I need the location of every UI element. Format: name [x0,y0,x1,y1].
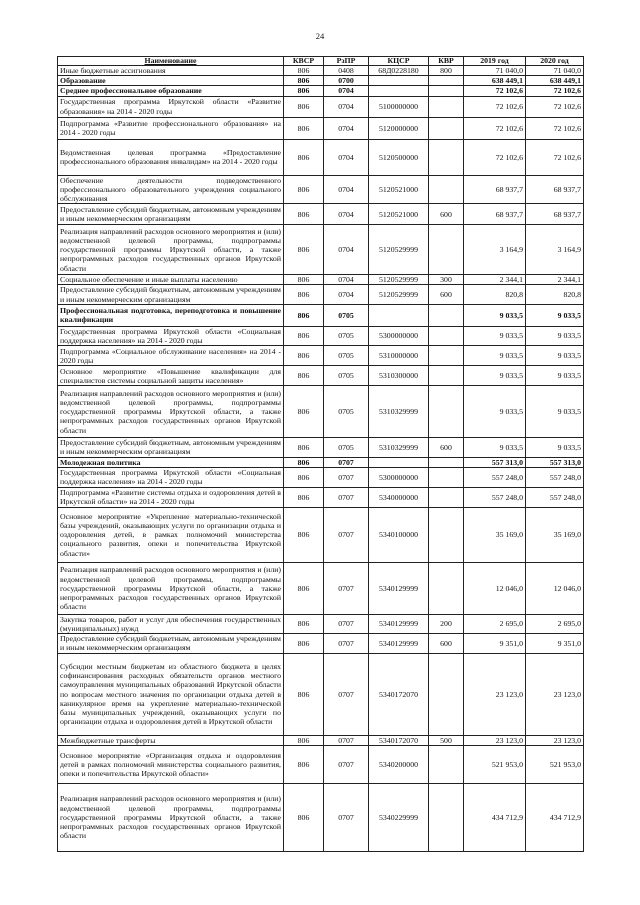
row-amount-2020-cell: 9 033,5 [526,346,584,366]
row-kvr-cell [429,346,464,366]
table-row [58,86,584,96]
row-amount-2019-cell: 72 102,6 [464,139,526,175]
row-name-cell: Образование [58,76,284,86]
header-name: Наименование [58,57,284,66]
row-rzpr-cell: 0704 [324,175,369,204]
row-kvr-cell [429,507,464,562]
row-rzpr-cell: 0707 [324,745,369,783]
row-kcsr-cell: 5120529999 [369,285,429,304]
row-amount-2020-cell: 72 102,6 [526,117,584,139]
row-kvsr-cell: 806 [284,304,324,326]
row-name-cell: Предоставление субсидий бюджетным, автономным учреждениям и иным некоммерческим организациям [58,438,284,457]
row-amount-2019-cell: 72 102,6 [464,86,526,96]
row-rzpr-cell: 0707 [324,783,369,851]
row-kvsr-cell: 806 [284,634,324,653]
row-kvsr-cell: 806 [284,117,324,139]
row-rzpr-cell: 0704 [324,225,369,275]
table-row [58,139,584,175]
row-amount-2020-cell: 23 123,0 [526,735,584,745]
row-amount-2020-cell: 12 046,0 [526,562,584,614]
row-kvsr-cell: 806 [284,175,324,204]
row-amount-2019-cell: 3 164,9 [464,225,526,275]
table-row [58,507,584,562]
row-amount-2020-cell: 638 449,1 [526,76,584,86]
row-name-cell: Обеспечение деятельности подведомственного профессионального образовательного учреждения социального обслуживания [58,175,284,204]
row-kvsr-cell: 806 [284,225,324,275]
row-amount-2019-cell: 557 248,0 [464,487,526,507]
row-name-cell: Предоставление субсидий бюджетным, автономным учреждениям и иным некоммерческим организациям [58,204,284,225]
row-kcsr-cell: 5300000000 [369,467,429,487]
table-row [58,735,584,745]
row-amount-2020-cell: 72 102,6 [526,86,584,96]
table-row [58,96,584,117]
row-kvsr-cell: 806 [284,204,324,225]
row-name-cell: Среднее профессиональное образование [58,86,284,96]
row-amount-2019-cell: 71 040,0 [464,66,526,76]
row-kcsr-cell [369,86,429,96]
row-amount-2020-cell: 557 313,0 [526,457,584,467]
row-amount-2020-cell: 68 937,7 [526,175,584,204]
row-kvsr-cell: 806 [284,275,324,285]
row-amount-2019-cell: 23 123,0 [464,735,526,745]
row-amount-2019-cell: 820,8 [464,285,526,304]
table-row [58,438,584,457]
row-kvr-cell: 500 [429,735,464,745]
row-kvsr-cell: 806 [284,438,324,457]
row-kcsr-cell: 5310300000 [369,366,429,386]
row-amount-2019-cell: 68 937,7 [464,204,526,225]
row-kvsr-cell: 806 [284,562,324,614]
table-row [58,614,584,633]
row-amount-2019-cell: 9 033,5 [464,304,526,326]
row-kvsr-cell: 806 [284,346,324,366]
row-amount-2019-cell: 68 937,7 [464,175,526,204]
row-name-cell: Профессиональная подготовка, переподготовка и повышение квалификации [58,304,284,326]
row-kvr-cell [429,175,464,204]
row-rzpr-cell: 0705 [324,326,369,345]
row-kvsr-cell: 806 [284,467,324,487]
row-kcsr-cell: 5340172070 [369,653,429,735]
row-name-cell: Реализация направлений расходов основного мероприятия и (или) ведомственной целевой программы, подпрограммы государственной программы Иркутской области, а также непрограммных расходов государственных органов Иркутской области [58,225,284,275]
row-rzpr-cell: 0705 [324,386,369,438]
row-amount-2020-cell: 2 695,0 [526,614,584,633]
table-row [58,304,584,326]
row-rzpr-cell: 0705 [324,438,369,457]
row-name-cell: Основное мероприятие «Организация отдыха и оздоровления детей в рамках полномочий министерства социального развития, опеки и попечительства Иркутской области» [58,745,284,783]
table-row [58,76,584,86]
row-name-cell: Предоставление субсидий бюджетным, автономным учреждениям и иным некоммерческим организациям [58,285,284,304]
row-rzpr-cell: 0705 [324,366,369,386]
row-rzpr-cell: 0704 [324,285,369,304]
table-row [58,386,584,438]
row-amount-2019-cell: 12 046,0 [464,562,526,614]
row-amount-2020-cell: 9 033,5 [526,438,584,457]
row-kvsr-cell: 806 [284,735,324,745]
row-amount-2019-cell: 72 102,6 [464,117,526,139]
row-name-cell: Основное мероприятие «Повышение квалификации для специалистов системы социальной защиты населения» [58,366,284,386]
row-rzpr-cell: 0704 [324,139,369,175]
header-kvr: КВР [429,57,464,66]
row-name-cell: Предоставление субсидий бюджетным, автономным учреждениям и иным некоммерческим организациям [58,634,284,653]
row-kvsr-cell: 806 [284,457,324,467]
row-kcsr-cell: 5340129999 [369,634,429,653]
row-kvr-cell: 300 [429,275,464,285]
table-row [58,275,584,285]
row-kvr-cell [429,386,464,438]
row-amount-2019-cell: 9 033,5 [464,346,526,366]
row-amount-2019-cell: 434 712,9 [464,783,526,851]
row-rzpr-cell: 0705 [324,304,369,326]
row-amount-2020-cell: 521 953,0 [526,745,584,783]
row-name-cell: Субсидии местным бюджетам из областного бюджета в целях софинансирования расходных обязательств органов местного самоуправления муниципальных образований Иркутской области по вопросам местного значения по организации отдыха детей в каникулярное время на укрепление материально-технической базы муниципальных учреждений, оказывающих услуги по организации отдыха и оздоровления детей в Иркутской области [58,653,284,735]
row-name-cell: Подпрограмма «Развитие профессионального образования» на 2014 - 2020 годы [58,117,284,139]
row-amount-2019-cell: 9 033,5 [464,438,526,457]
row-amount-2020-cell: 2 344,1 [526,275,584,285]
row-amount-2019-cell: 557 313,0 [464,457,526,467]
table-row [58,326,584,345]
row-kvsr-cell: 806 [284,285,324,304]
row-rzpr-cell: 0707 [324,735,369,745]
row-name-cell: Закупка товаров, работ и услуг для обеспечения государственных (муниципальных) нужд [58,614,284,633]
row-amount-2019-cell: 35 169,0 [464,507,526,562]
table-row [58,457,584,467]
row-amount-2020-cell: 9 033,5 [526,304,584,326]
row-kvr-cell [429,653,464,735]
row-kvr-cell [429,139,464,175]
row-kcsr-cell: 5310000000 [369,346,429,366]
row-rzpr-cell: 0704 [324,204,369,225]
header-rzpr: РзПР [324,57,369,66]
row-kcsr-cell [369,76,429,86]
row-kcsr-cell: 5310329999 [369,386,429,438]
row-rzpr-cell: 0707 [324,467,369,487]
row-kvr-cell: 600 [429,285,464,304]
row-kcsr-cell: 5120000000 [369,117,429,139]
row-kcsr-cell: 5310329999 [369,438,429,457]
budget-table [57,56,584,852]
row-amount-2019-cell: 2 695,0 [464,614,526,633]
row-kcsr-cell: 5120529999 [369,275,429,285]
row-name-cell: Подпрограмма «Социальное обслуживание населения» на 2014 - 2020 годы [58,346,284,366]
row-amount-2019-cell: 72 102,6 [464,96,526,117]
row-rzpr-cell: 0705 [324,346,369,366]
row-name-cell: Социальное обеспечение и иные выплаты населению [58,275,284,285]
row-amount-2020-cell: 72 102,6 [526,96,584,117]
row-rzpr-cell: 0704 [324,117,369,139]
row-kvr-cell [429,467,464,487]
row-amount-2019-cell: 9 033,5 [464,366,526,386]
row-amount-2020-cell: 23 123,0 [526,653,584,735]
row-kvr-cell: 800 [429,66,464,76]
row-rzpr-cell: 0704 [324,96,369,117]
row-kcsr-cell: 5120529999 [369,225,429,275]
row-kvr-cell [429,562,464,614]
row-amount-2020-cell: 71 040,0 [526,66,584,76]
row-name-cell: Государственная программа Иркутской области «Развитие образования» на 2014 - 2020 годы [58,96,284,117]
row-kcsr-cell: 5340200000 [369,745,429,783]
table-row [58,653,584,735]
row-amount-2020-cell: 9 033,5 [526,366,584,386]
row-kcsr-cell: 5120521000 [369,204,429,225]
row-rzpr-cell: 0704 [324,275,369,285]
row-kcsr-cell: 5340129999 [369,562,429,614]
table-row [58,225,584,275]
row-kvsr-cell: 806 [284,139,324,175]
table-row [58,467,584,487]
row-amount-2019-cell: 557 248,0 [464,467,526,487]
row-kvr-cell [429,366,464,386]
row-rzpr-cell: 0704 [324,86,369,96]
row-kvr-cell [429,326,464,345]
row-rzpr-cell: 0707 [324,507,369,562]
table-row [58,285,584,304]
table-row [58,66,584,76]
row-kvr-cell: 600 [429,204,464,225]
row-amount-2019-cell: 9 033,5 [464,326,526,345]
row-rzpr-cell: 0707 [324,634,369,653]
row-rzpr-cell: 0707 [324,614,369,633]
row-kcsr-cell: 5300000000 [369,326,429,345]
table-row [58,745,584,783]
row-amount-2020-cell: 820,8 [526,285,584,304]
row-kvsr-cell: 806 [284,653,324,735]
table-row [58,175,584,204]
row-kvr-cell: 600 [429,438,464,457]
table-row [58,487,584,507]
row-kcsr-cell: 5100000000 [369,96,429,117]
row-name-cell: Государственная программа Иркутской области «Социальная поддержка населения» на 2014 - 2020 годы [58,467,284,487]
table-row [58,634,584,653]
row-kcsr-cell [369,457,429,467]
row-kvsr-cell: 806 [284,76,324,86]
row-kvr-cell [429,745,464,783]
row-amount-2020-cell: 3 164,9 [526,225,584,275]
row-rzpr-cell: 0707 [324,487,369,507]
table-body [58,66,584,852]
row-kvr-cell [429,86,464,96]
row-amount-2019-cell: 638 449,1 [464,76,526,86]
row-kcsr-cell: 5340229999 [369,783,429,851]
row-kvr-cell [429,96,464,117]
row-kcsr-cell: 5340129999 [369,614,429,633]
row-rzpr-cell: 0700 [324,76,369,86]
row-kcsr-cell: 5340172070 [369,735,429,745]
row-kcsr-cell [369,304,429,326]
page-number: 24 [315,31,325,41]
row-kvr-cell [429,117,464,139]
row-amount-2020-cell: 35 169,0 [526,507,584,562]
row-name-cell: Государственная программа Иркутской области «Социальная поддержка населения» на 2014 - 2020 годы [58,326,284,345]
row-amount-2020-cell: 557 248,0 [526,487,584,507]
row-kvr-cell: 600 [429,634,464,653]
row-kvsr-cell: 806 [284,326,324,345]
row-kvr-cell [429,304,464,326]
table-row [58,117,584,139]
row-kvsr-cell: 806 [284,487,324,507]
row-kvsr-cell: 806 [284,96,324,117]
row-kvsr-cell: 806 [284,614,324,633]
row-rzpr-cell: 0707 [324,653,369,735]
row-kvr-cell [429,225,464,275]
row-amount-2020-cell: 68 937,7 [526,204,584,225]
row-name-cell: Иные бюджетные ассигнования [58,66,284,76]
row-kvsr-cell: 806 [284,386,324,438]
row-kvsr-cell: 806 [284,745,324,783]
row-name-cell: Подпрограмма «Развитие системы отдыха и оздоровления детей в Иркутской области» на 2014 - 2020 годы [58,487,284,507]
row-name-cell: Реализация направлений расходов основного мероприятия и (или) ведомственной целевой программы, подпрограммы государственной программы Иркутской области, а также непрограммных расходов государственных органов Иркутской области [58,562,284,614]
row-name-cell: Межбюджетные трансферты [58,735,284,745]
row-kvsr-cell: 806 [284,507,324,562]
table-row [58,562,584,614]
row-amount-2020-cell: 9 033,5 [526,386,584,438]
row-amount-2020-cell: 434 712,9 [526,783,584,851]
row-kcsr-cell: 5340100000 [369,507,429,562]
row-rzpr-cell: 0707 [324,562,369,614]
row-name-cell: Ведомственная целевая программа «Предоставление профессионального образования инвалидам» на 2014 - 2020 годы [58,139,284,175]
row-kvr-cell [429,783,464,851]
row-kvsr-cell: 806 [284,86,324,96]
row-rzpr-cell: 0408 [324,66,369,76]
row-amount-2020-cell: 9 033,5 [526,326,584,345]
row-kcsr-cell: 5120500000 [369,139,429,175]
row-kvr-cell [429,76,464,86]
row-name-cell: Реализация направлений расходов основного мероприятия и (или) ведомственной целевой программы, подпрограммы государственной программы Иркутской области, а также непрограммных расходов государственных органов Иркутской области [58,783,284,851]
table-row [58,783,584,851]
row-kvr-cell [429,487,464,507]
header-kcsr: КЦСР [369,57,429,66]
row-kcsr-cell: 68Д0228180 [369,66,429,76]
row-amount-2020-cell: 557 248,0 [526,467,584,487]
row-kvr-cell [429,457,464,467]
row-kvsr-cell: 806 [284,366,324,386]
row-name-cell: Реализация направлений расходов основного мероприятия и (или) ведомственной целевой программы, подпрограммы государственной программы Иркутской области, а также непрограммных расходов государственных органов Иркутской области [58,386,284,438]
table-row [58,204,584,225]
header-year-2019: 2019 год [464,57,526,66]
table-row [58,346,584,366]
row-amount-2019-cell: 9 351,0 [464,634,526,653]
row-amount-2019-cell: 23 123,0 [464,653,526,735]
row-amount-2019-cell: 9 033,5 [464,386,526,438]
table-header-row [58,57,584,66]
row-name-cell: Молодежная политика [58,457,284,467]
row-amount-2020-cell: 72 102,6 [526,139,584,175]
row-kvsr-cell: 806 [284,783,324,851]
row-kcsr-cell: 5340000000 [369,487,429,507]
header-kvsr: КВСР [284,57,324,66]
row-kcsr-cell: 5120521000 [369,175,429,204]
row-amount-2019-cell: 521 953,0 [464,745,526,783]
row-amount-2019-cell: 2 344,1 [464,275,526,285]
row-kvr-cell: 200 [429,614,464,633]
row-rzpr-cell: 0707 [324,457,369,467]
row-name-cell: Основное мероприятие «Укрепление материально-технической базы учреждений, оказывающих услуги по организации отдыха и оздоровления детей, в рамках полномочий министерства социального развития, опеки и попечительства Иркутской области» [58,507,284,562]
header-year-2020: 2020 год [526,57,584,66]
table-row [58,366,584,386]
row-kvsr-cell: 806 [284,66,324,76]
row-amount-2020-cell: 9 351,0 [526,634,584,653]
